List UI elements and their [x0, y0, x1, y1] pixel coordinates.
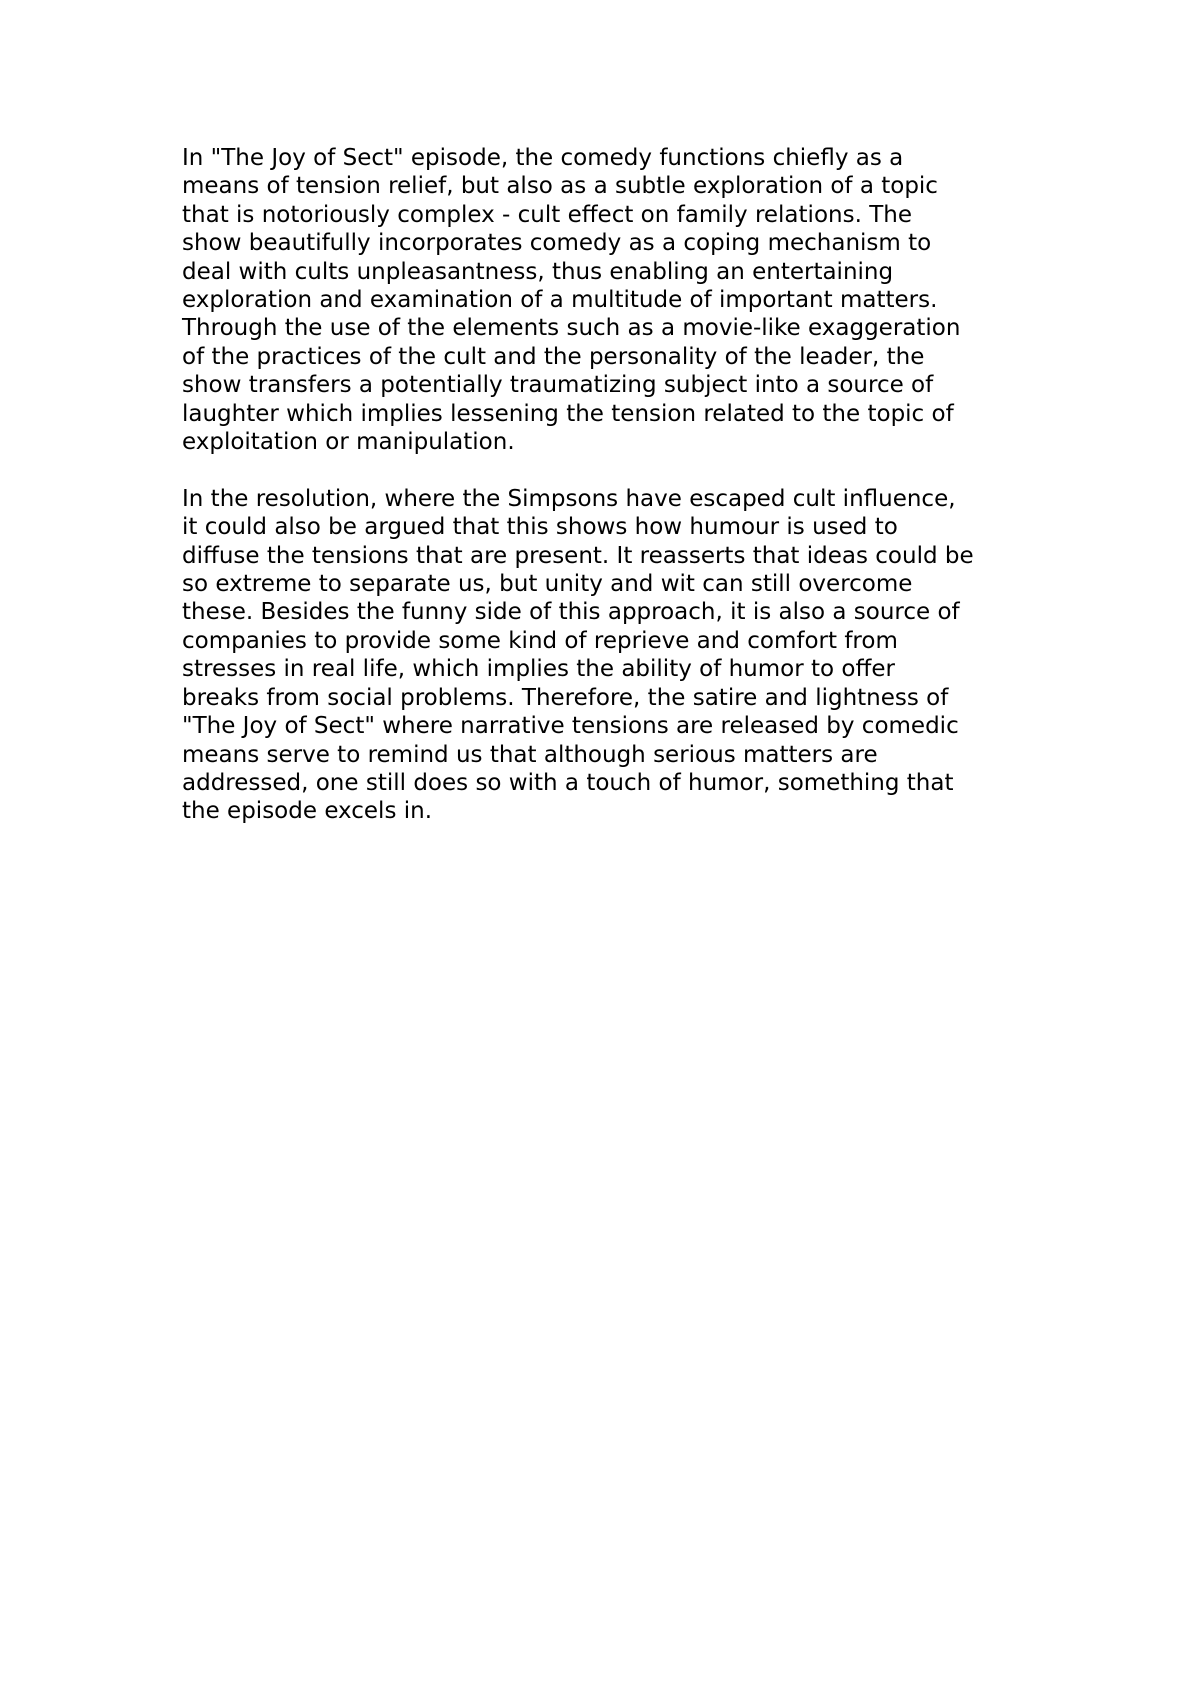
document-body [182, 144, 1042, 826]
paragraph-1: In "The Joy of Sect" episode, the comedy functions chiefly as a means of tension relief, but also as a subtle exploration of a topic that is notoriously complex - cult effect on family relations. The show beautifully incorporates comedy as a coping mechanism to deal with cults unpleasantness, thus enabling an entertaining exploration and examination of a multitude of important matters. Through the use of the elements such as a movie-like exaggeration of the practices of the cult and the personality of the leader, the show transfers a potentially traumatizing subject into a source of laughter which implies lessening the tension related to the topic of exploitation or manipulation. [182, 145, 961, 456]
paragraph-2: In the resolution, where the Simpsons have escaped cult influence, it could also be argued that this shows how humour is used to diffuse the tensions that are present. It reasserts that ideas could be so extreme to separate us, but unity and wit can still overcome these. Besides the funny side of this approach, it is also a source of companies to provide some kind of reprieve and comfort from stresses in real life, which implies the ability of humor to offer breaks from social problems. Therefore, the satire and lightness of "The Joy of Sect" where narrative tensions are released by comedic means serve to remind us that although serious matters are addressed, one still does so with a touch of humor, something that the episode excels in. [182, 485, 974, 825]
